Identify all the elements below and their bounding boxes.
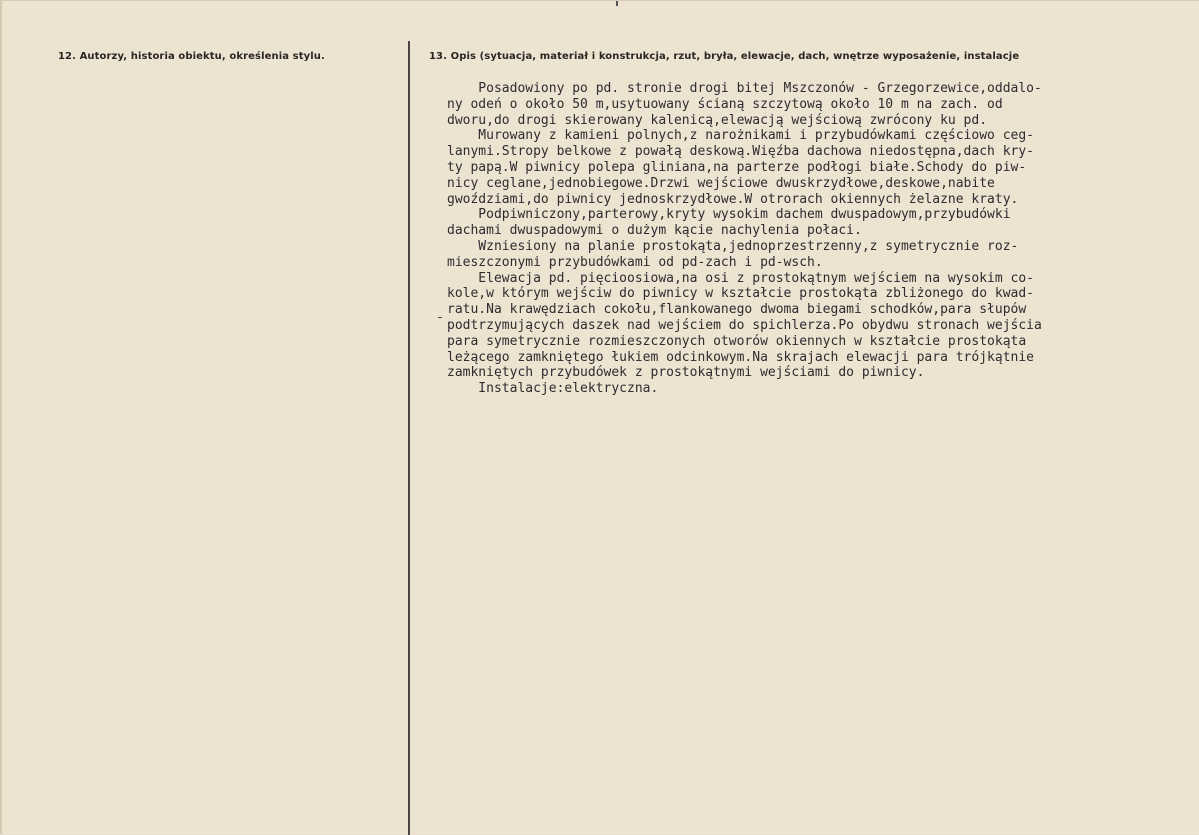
top-tick-mark <box>616 1 618 6</box>
typed-line: Posadowiony po pd. stronie drogi bitej Mszczonów - Grzegorzewice,oddalo- <box>447 81 1042 96</box>
typed-line: leżącego zamkniętego łukiem odcinkowym.Na skrajach elewacji para trójkątnie <box>447 349 1034 365</box>
margin-mark <box>438 317 442 318</box>
typed-line: kole,w którym wejściw do piwnicy w kształcie prostokąta zbliżonego do kwad- <box>447 286 1034 302</box>
typed-line: mieszczonymi przybudówkami od pd-zach i pd-wsch. <box>447 254 823 270</box>
field-12-label: 12. Autorzy, historia obiektu, określenia stylu. <box>58 51 325 62</box>
typed-line: Murowany z kamieni polnych,z narożnikami i przybudówkami częściowo ceg- <box>447 128 1034 144</box>
typed-line: zamkniętych przybudówek z prostokątnymi wejściami do piwnicy. <box>447 365 925 381</box>
typed-line: gwoździami,do piwnicy jednoskrzydłowe.W otrorach okiennych żelazne kraty. <box>447 191 1019 207</box>
typed-line: dachami dwuspadowymi o dużym kącie nachylenia połaci. <box>447 223 862 239</box>
typed-line: lanymi.Stropy belkowe z powałą deskową.Więźba dachowa niedostępna,dach kry- <box>447 144 1034 160</box>
field-13-description-text <box>447 81 1192 397</box>
typed-line: Elewacja pd. pięcioosiowa,na osi z prostokątnym wejściem na wysokim co- <box>447 270 1034 286</box>
typed-line: ty papą.W piwnicy polepa gliniana,na parterze podłogi białe.Schody do piw- <box>447 159 1027 175</box>
typed-line: podtrzymujących daszek nad wejściem do spichlerza.Po obydwu stronach wejścia <box>447 317 1042 333</box>
field-13-label: 13. Opis (sytuacja, materiał i konstrukcja, rzut, bryła, elewacje, dach, wnętrze wyposażenie, instalacje <box>429 51 1020 62</box>
typed-line: ratu.Na krawędziach cokołu,flankowanego dwoma biegami schodków,para słupów <box>447 302 1027 318</box>
typed-line: ny odeń o około 50 m,usytuowany ścianą szczytową około 10 m na zach. od <box>447 96 1003 112</box>
typed-line: Podpiwniczony,parterowy,kryty wysokim dachem dwuspadowym,przybudówki <box>447 207 1011 223</box>
typed-line: Wzniesiony na planie prostokąta,jednoprzestrzenny,z symetrycznie roz- <box>447 238 1019 254</box>
typed-line: para symetrycznie rozmieszczonych otworów okiennych w kształcie prostokąta <box>447 333 1027 349</box>
typed-line: Instalacje:elektryczna. <box>447 381 659 397</box>
typed-line: nicy ceglane,jednobiegowe.Drzwi wejściowe dwuskrzydłowe,deskowe,nabite <box>447 175 995 191</box>
typed-line: dworu,do drogi skierowany kalenicą,elewacją wejściową zwrócony ku pd. <box>447 112 988 128</box>
column-divider <box>408 41 410 835</box>
